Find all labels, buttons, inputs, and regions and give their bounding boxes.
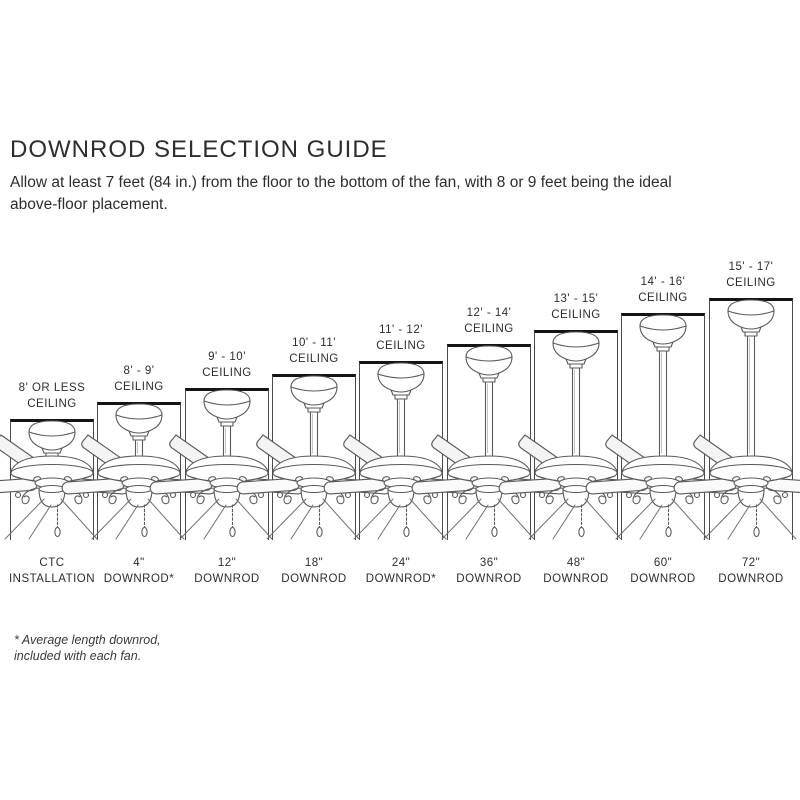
downrod-length-label-line-2: INSTALLATION [8,572,96,585]
ceiling-height-label-line-1: 9' - 10' [208,351,246,363]
ceiling-height-label-line-1: 14' - 16' [640,276,686,288]
downrod-length-label-line-2: DOWNROD* [365,572,437,585]
ceiling-height-label-line-2: CEILING [114,380,164,393]
ceiling-height-label-line-1: 11' - 12' [379,324,423,336]
ceiling-height-label-line-1: 8' OR LESS [18,382,86,394]
downrod-length-label-line-2: DOWNROD [456,572,522,585]
downrod-length-label-line-2: DOWNROD [194,572,260,585]
ceiling-height-label-line-1: 15' - 17' [728,261,774,273]
downrod-length-label-line-1: 24" [391,557,411,569]
page-title: DOWNROD SELECTION GUIDE [10,136,388,163]
footnote [14,632,161,664]
ceiling-height-label-line-1: 13' - 15' [553,293,599,305]
subtitle-line-2: above-floor placement. [10,196,168,213]
footnote-line-1: * Average length downrod, [14,633,161,647]
ceiling-height-label-line-2: CEILING [376,339,426,352]
downrod-length-label-line-1: 36" [479,557,499,569]
ceiling-height-label-line-2: CEILING [464,322,514,335]
ceiling-height-label-line-1: 10' - 11' [292,337,336,349]
ceiling-height-label-line-2: CEILING [27,397,77,410]
ceiling-height-label [696,260,800,291]
downrod-length-label-line-1: 4" [133,557,145,569]
downrod-length-label-line-1: 18" [304,557,324,569]
ceiling-height-label-line-2: CEILING [202,366,252,379]
subtitle-line-1: Allow at least 7 feet (84 in.) from the floor to the bottom of the fan, with 8 or 9 feet being the ideal [10,174,672,191]
ceiling-height-label-line-1: 8' - 9' [123,365,155,377]
ceiling-height-label-line-2: CEILING [551,308,601,321]
downrod-length-label [696,556,800,587]
downrod-length-label-line-2: DOWNROD [281,572,347,585]
downrod-length-label-line-2: DOWNROD [543,572,609,585]
ceiling-height-label-line-2: CEILING [289,352,339,365]
ceiling-fan-illustration [691,298,800,540]
footnote-line-2: included with each fan. [14,649,142,663]
downrod-length-label-line-2: DOWNROD [630,572,696,585]
ceiling-height-label-line-1: 12' - 14' [466,307,512,319]
ceiling-height-label-line-2: CEILING [638,291,688,304]
downrod-length-label-line-1: 12" [217,557,237,569]
downrod-length-label-line-1: 72" [741,557,761,569]
downrod-length-label-line-2: DOWNROD* [103,572,175,585]
downrod-length-label-line-1: 48" [566,557,586,569]
downrod-length-label-line-1: 60" [653,557,673,569]
ceiling-height-label-line-2: CEILING [726,276,776,289]
downrod-length-label-line-1: CTC [39,557,65,569]
downrod-length-label-line-2: DOWNROD [718,572,784,585]
